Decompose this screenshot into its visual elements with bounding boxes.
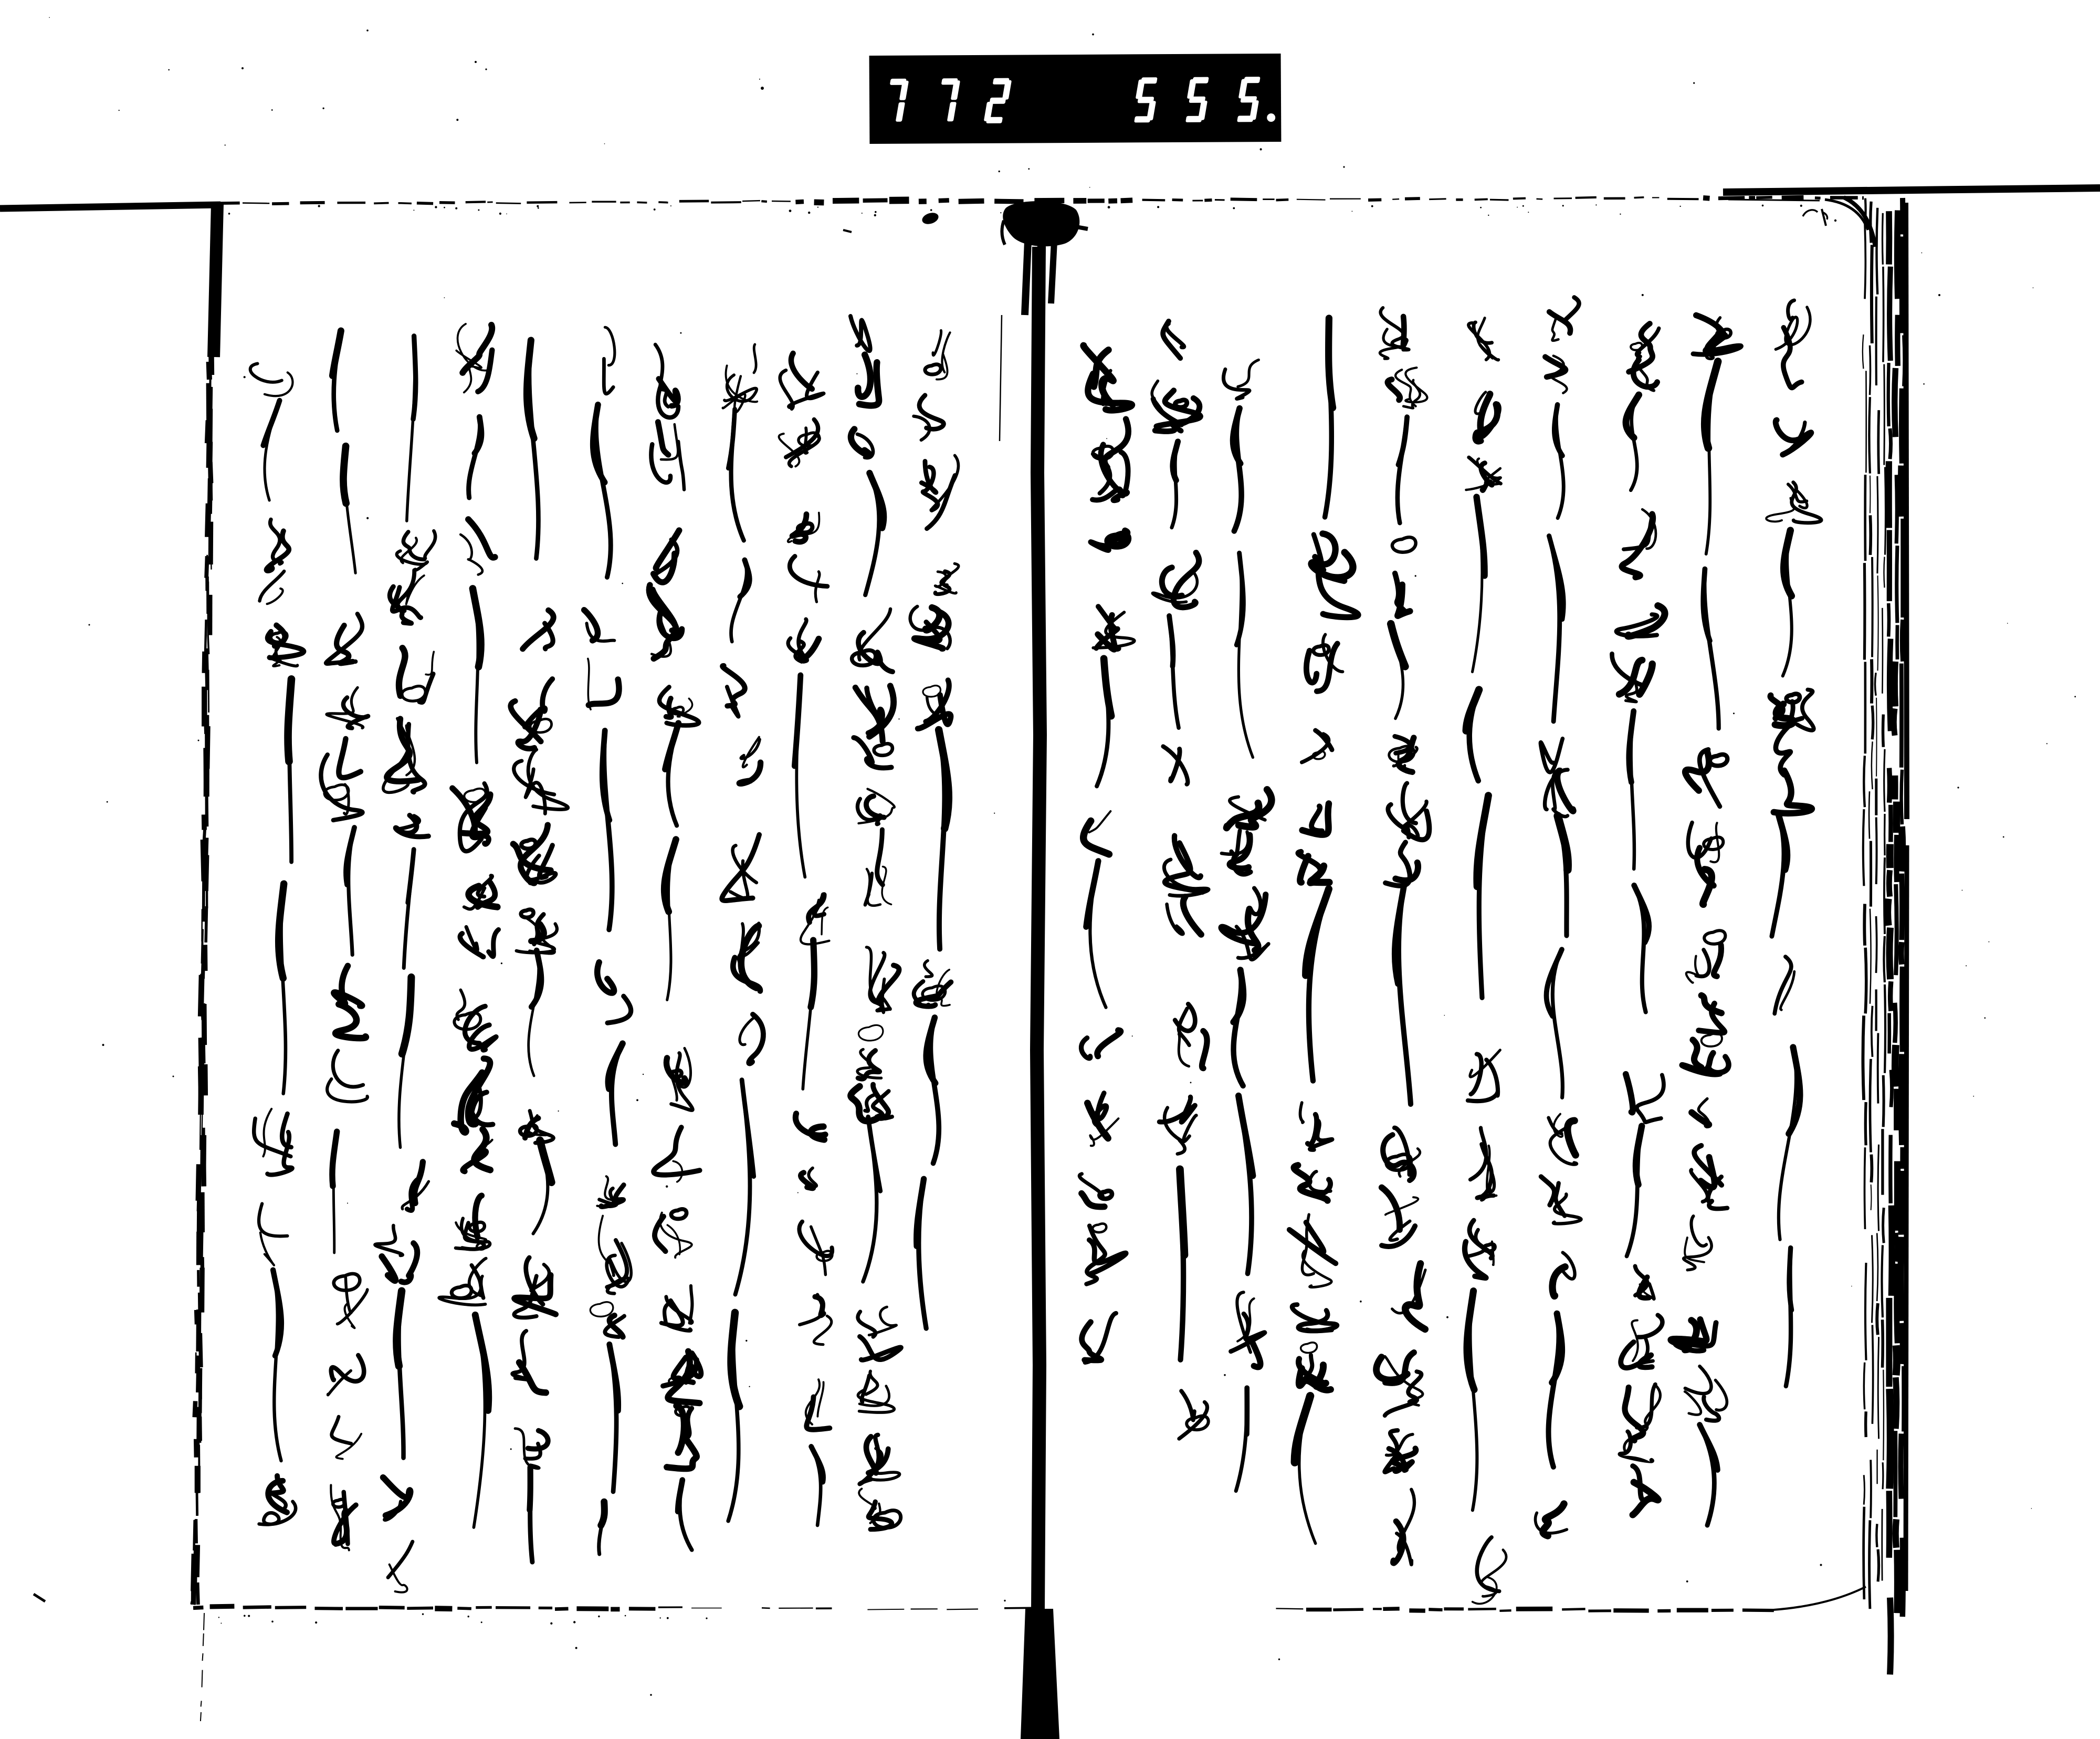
scanner-guide-line-right — [1723, 188, 2100, 201]
text-column — [1612, 323, 1665, 1515]
left-page-text — [250, 316, 959, 1593]
text-column — [1289, 318, 1358, 1544]
text-column — [439, 324, 498, 1527]
text-column — [1221, 360, 1272, 1491]
right-page-text — [1079, 297, 1821, 1604]
text-column — [722, 344, 763, 1521]
text-column — [1766, 300, 1821, 1386]
text-column — [1377, 308, 1430, 1565]
text-column — [1465, 318, 1506, 1604]
text-column — [1535, 297, 1581, 1536]
text-column — [584, 327, 632, 1554]
text-column — [910, 330, 959, 1328]
cover-edge-left — [193, 204, 217, 1605]
text-column — [1152, 321, 1209, 1439]
text-column — [779, 353, 833, 1525]
page-stack-edge-right — [1863, 198, 1907, 1674]
text-column — [1671, 315, 1741, 1525]
counter-panel — [869, 54, 1282, 144]
counter-display — [869, 54, 1282, 144]
text-column — [250, 364, 304, 1525]
text-column — [1079, 345, 1135, 1363]
stray-marks — [34, 29, 1959, 1696]
book-edges — [0, 188, 2100, 1721]
text-column — [511, 340, 568, 1562]
text-column — [649, 344, 701, 1550]
text-column — [375, 336, 435, 1593]
decimal-point — [1267, 113, 1275, 122]
scanner-guide-line-left — [0, 205, 220, 208]
binding-cord — [1002, 201, 1088, 1739]
text-column — [321, 331, 368, 1550]
text-column — [850, 316, 901, 1530]
